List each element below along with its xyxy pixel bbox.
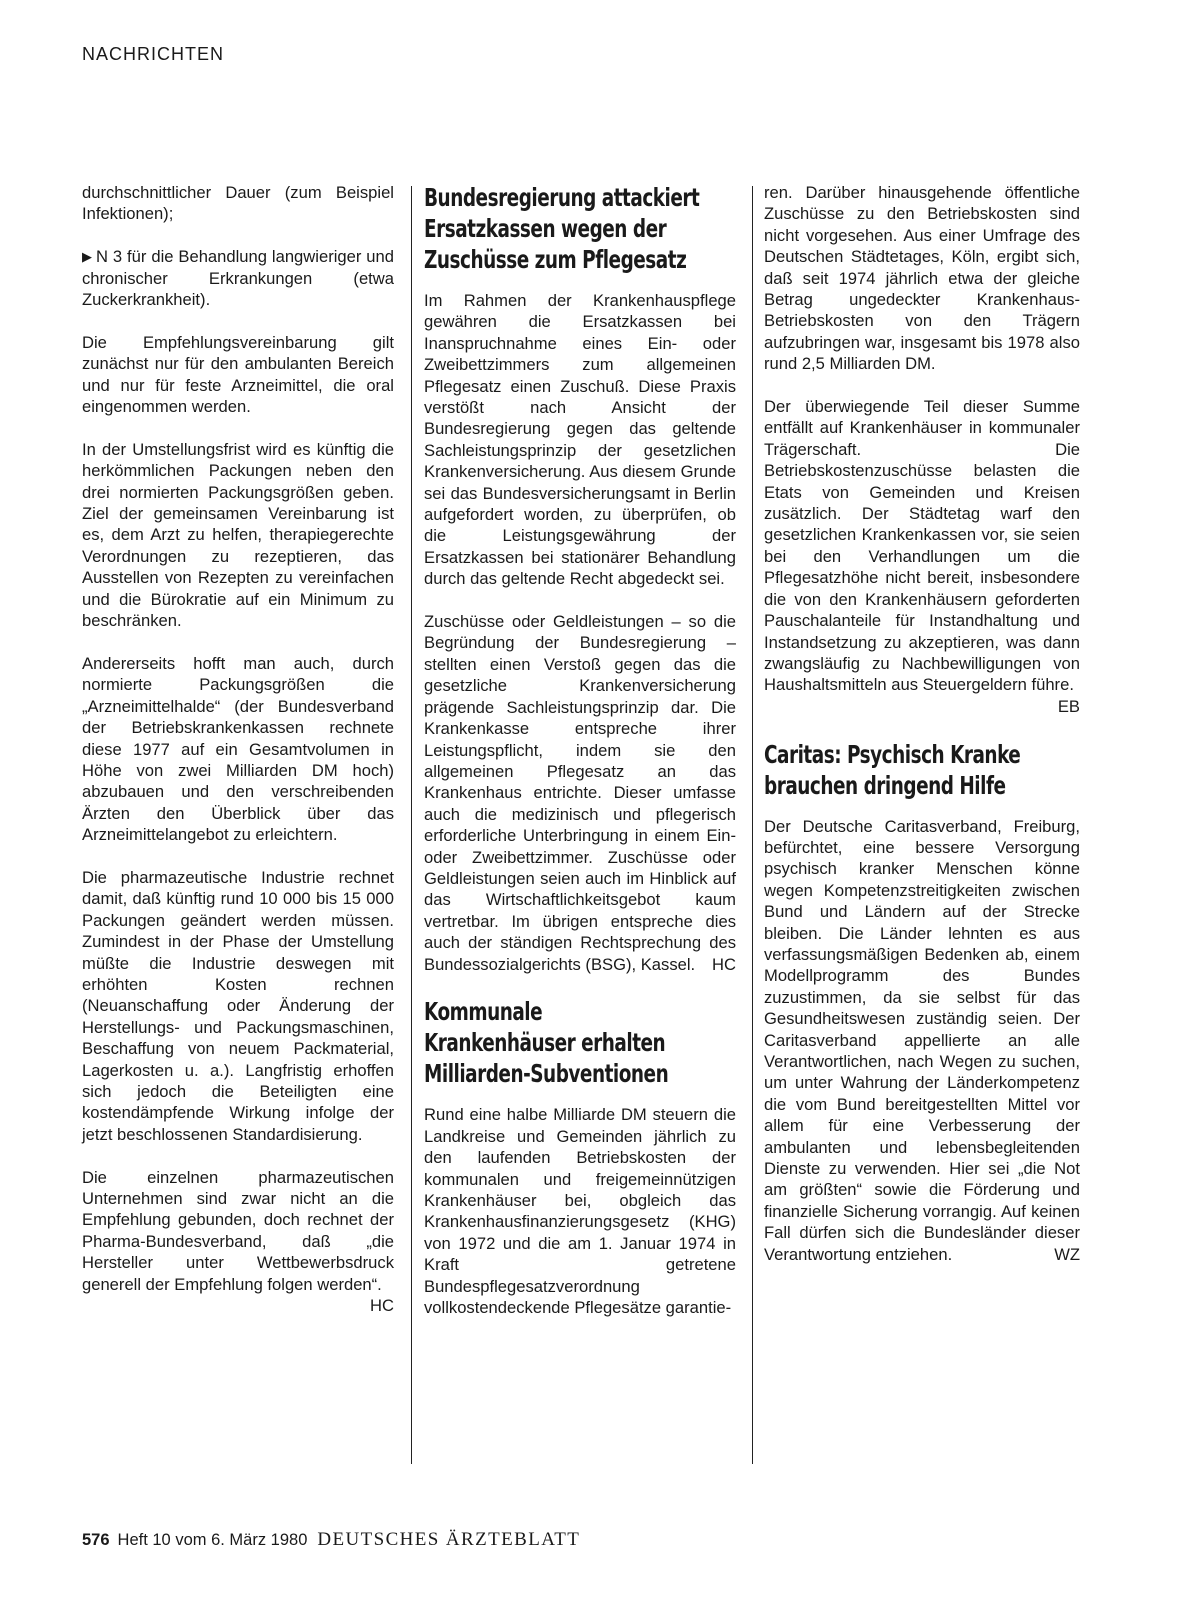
paragraph: In der Umstellungsfrist wird es künftig die herkömmlichen Packungen neben den drei normierten Packungsgrößen geben. Ziel der gemeinsamen Vereinbarung ist es, dem Arzt zu helfen, therapiegerechte Verordnungen zu rezeptieren, das Ausstellen von Rezepten zu vereinfachen und die Bürokratie auf ein Minimum zu beschränken.	[82, 439, 394, 631]
headline-line: brauchen dringend Hilfe	[764, 770, 1006, 800]
section-label: NACHRICHTEN	[82, 44, 225, 64]
paragraph: Rund eine halbe Milliarde DM steuern die Landkreise und Gemeinden jährlich zu den laufenden Betriebskosten der kommunalen und freigemeinnützigen Krankenhäuser bei, obgleich das Krankenhausfinanzierungsgesetz (KHG) von 1972 und die am 1. Januar 1974 in Kraft getretene Bundespflegesatzverordnung vollkostendeckende Pflegesätze garantie-	[424, 1105, 736, 1318]
triangle-bullet-icon: ▶	[82, 249, 92, 265]
headline-line: Ersatzkassen wegen der	[424, 214, 667, 243]
paragraph: Die pharmazeutische Industrie rechnet damit, daß künftig rund 10 000 bis 15 000 Packungen geändert werden müssen. Zumindest in der Phase der Umstellung müßte die Industrie deswegen mit erhöhten Kosten rechnen (Neuanschaffung oder Änderung der Herstellungs- und Packungsmaschinen, Beschaffung von neuem Packmaterial, Lagerkosten u. a.). Langfristig erhoffen sich jedoch die Beteiligten eine kostendämpfende Wirkung infolge der jetzt beschlossenen Standardisierung.	[82, 867, 394, 1144]
paragraph	[424, 611, 736, 975]
paragraph-text: Die einzelnen pharmazeutischen Unternehmen sind zwar nicht an die Empfehlung gebunden, doch rechnet der Pharma-Bundesverband, daß „die Hersteller unter Wettbewerbsdruck generell der Empfehlung folgen werden“.	[82, 1167, 394, 1294]
author-initials: WZ	[1054, 1244, 1080, 1264]
article-headline	[424, 182, 736, 275]
headline-line: Krankenhäuser erhalten	[424, 1028, 666, 1058]
paragraph-text: Der überwiegende Teil dieser Summe entfällt auf Krankenhäuser in kommunaler Trägerschaft. Die Betriebskostenzuschüsse belasten die Etats von Gemeinden und Kreisen zusätzlich. Der Städtetag warf den gesetzlichen Krankenkassen vor, sie seien bei den Verhandlungen um die Pflegesatzhöhe nicht bereit, insbesondere die von den Krankenhäusern geforderten Pauschalanteile für Instandhaltung und Instandsetzung zu akzeptieren, was dann zwangsläufig zu Nachbewilligungen von Haushaltsmitteln aus Steuergeldern führe.	[764, 397, 1080, 695]
author-initials: EB	[1057, 696, 1080, 716]
paragraph-text: Der Deutsche Caritasverband, Freiburg, befürchtet, eine bessere Versorgung psychisch kranker Menschen könne wegen Kompetenzstreitigkeiten zwischen Bund und Ländern auf der Strecke bleiben. Die Länder lehnten es aus verfassungsmäßigen Bedenken ab, einem Modellprogramm des Bundes zuzustimmen, da sie selbst für das Gesundheitswesen zuständig seien. Der Caritasverband appellierte an alle Verantwortlichen, nach Wegen zu suchen, um unter Wahrung der Länderkompetenz die vom Bund bereitgestellten Mittel vor allem für eine Verbesserung der ambulanten und lebensbegleitenden Dienste zu verwenden. Hier sei „die Not am größten“ sowie die Förderung und finanzielle Sicherung vorrangig. Auf keinen Fall dürfen sich die Bundesländer dieser Verantwortung entziehen.	[764, 816, 1080, 1264]
headline-line: Milliarden-Subventionen	[424, 1059, 669, 1089]
paragraph: Andererseits hofft man auch, durch normierte Packungsgrößen die „Arzneimittelhalde“ (der Bundesverband der Betriebskrankenkassen rechnete diese 1977 auf ein Gesamtvolumen in Höhe von zwei Milliarden DM hoch) abzubauen und den verschreibenden Ärzten den Überblick über das Arzneimittelangebot zu erleichtern.	[82, 653, 394, 845]
headline-line: Kommunale	[424, 997, 543, 1027]
author-initials: HC	[712, 954, 736, 974]
paragraph-text: Zuschüsse oder Geldleistungen – so die Begründung der Bundesregierung – stellten einen Verstoß gegen das die gesetzliche Krankenversicherung prägende Sachleistungsprinzip dar. Die Krankenkasse entspreche ihrer Leistungspflicht, indem sie den allgemeinen Pflegesatz an das Krankenhaus entrichte. Dieser umfasse auch die medizinisch und pflegerisch erforderliche Unterbringung in einem Ein- oder Zweibettzimmer. Zuschüsse oder Geldleistungen seien auch im Hinblick auf das Wirtschaftlichkeitsgebot kaum vertretbar. Im übrigen entspreche dies auch der ständigen Rechtsprechung des Bundessozialgerichts (BSG), Kassel.	[424, 612, 736, 974]
headline-line: Zuschüsse zum Pflegesatz	[424, 245, 687, 274]
column-2	[424, 182, 736, 1340]
paragraph: ren. Darüber hinausgehende öffentliche Zuschüsse zu den Betriebskosten sind nicht vorgesehen. Aus einer Umfrage des Deutschen Städtetages, Köln, ergibt sich, daß seit 1974 jährlich etwa der gleiche Betrag ungedeckter Krankenhaus-Betriebskosten von den Trägern aufzubringen war, insgesamt bis 1978 also rund 2,5 Milliarden DM.	[764, 183, 1080, 374]
issue-info: Heft 10 vom 6. März 1980	[117, 1531, 308, 1549]
headline-line: Caritas: Psychisch Kranke	[764, 739, 1021, 769]
paragraph	[764, 396, 1080, 717]
journal-name: DEUTSCHES ÄRZTEBLATT	[317, 1529, 581, 1550]
bullet-item	[82, 246, 394, 310]
article-headline	[764, 739, 1080, 801]
author-initials: HC	[370, 1296, 394, 1316]
column-3	[764, 182, 1080, 1286]
paragraph	[82, 1167, 394, 1317]
column-1	[82, 182, 394, 1338]
paragraph	[764, 816, 1080, 1266]
article-headline	[424, 996, 736, 1089]
column-divider	[752, 186, 753, 1464]
paragraph: Im Rahmen der Krankenhauspflege gewähren die Ersatzkassen bei Inanspruchnahme eines Ein- oder Zweibettzimmers zum allgemeinen Pflegesatz einen Zuschuß. Diese Praxis verstößt nach Ansicht der Bundesregierung gegen das geltende Sachleistungsprinzip der gesetzlichen Krankenversicherung. Aus diesem Grunde sei das Bundesversicherungsamt in Berlin aufgefordert worden, zu überprüfen, ob die Leistungsgewährung der Ersatzkassen bei stationärer Behandlung durch das geltende Recht abgedeckt sei.	[424, 291, 736, 589]
page-number: 576	[82, 1531, 110, 1549]
page-footer	[82, 1529, 580, 1551]
headline-line: Bundesregierung attackiert	[424, 183, 700, 212]
paragraph: durchschnittlicher Dauer (zum Beispiel Infektionen);	[82, 183, 394, 224]
bullet-text: N 3 für die Behandlung langwieriger und chronischer Erkrankungen (etwa Zuckerkrankheit).	[82, 247, 394, 310]
paragraph: Die Empfehlungsvereinbarung gilt zunächst nur für den ambulanten Bereich und nur für feste Arzneimittel, die oral eingenommen werden.	[82, 332, 394, 417]
column-divider	[411, 186, 412, 1464]
